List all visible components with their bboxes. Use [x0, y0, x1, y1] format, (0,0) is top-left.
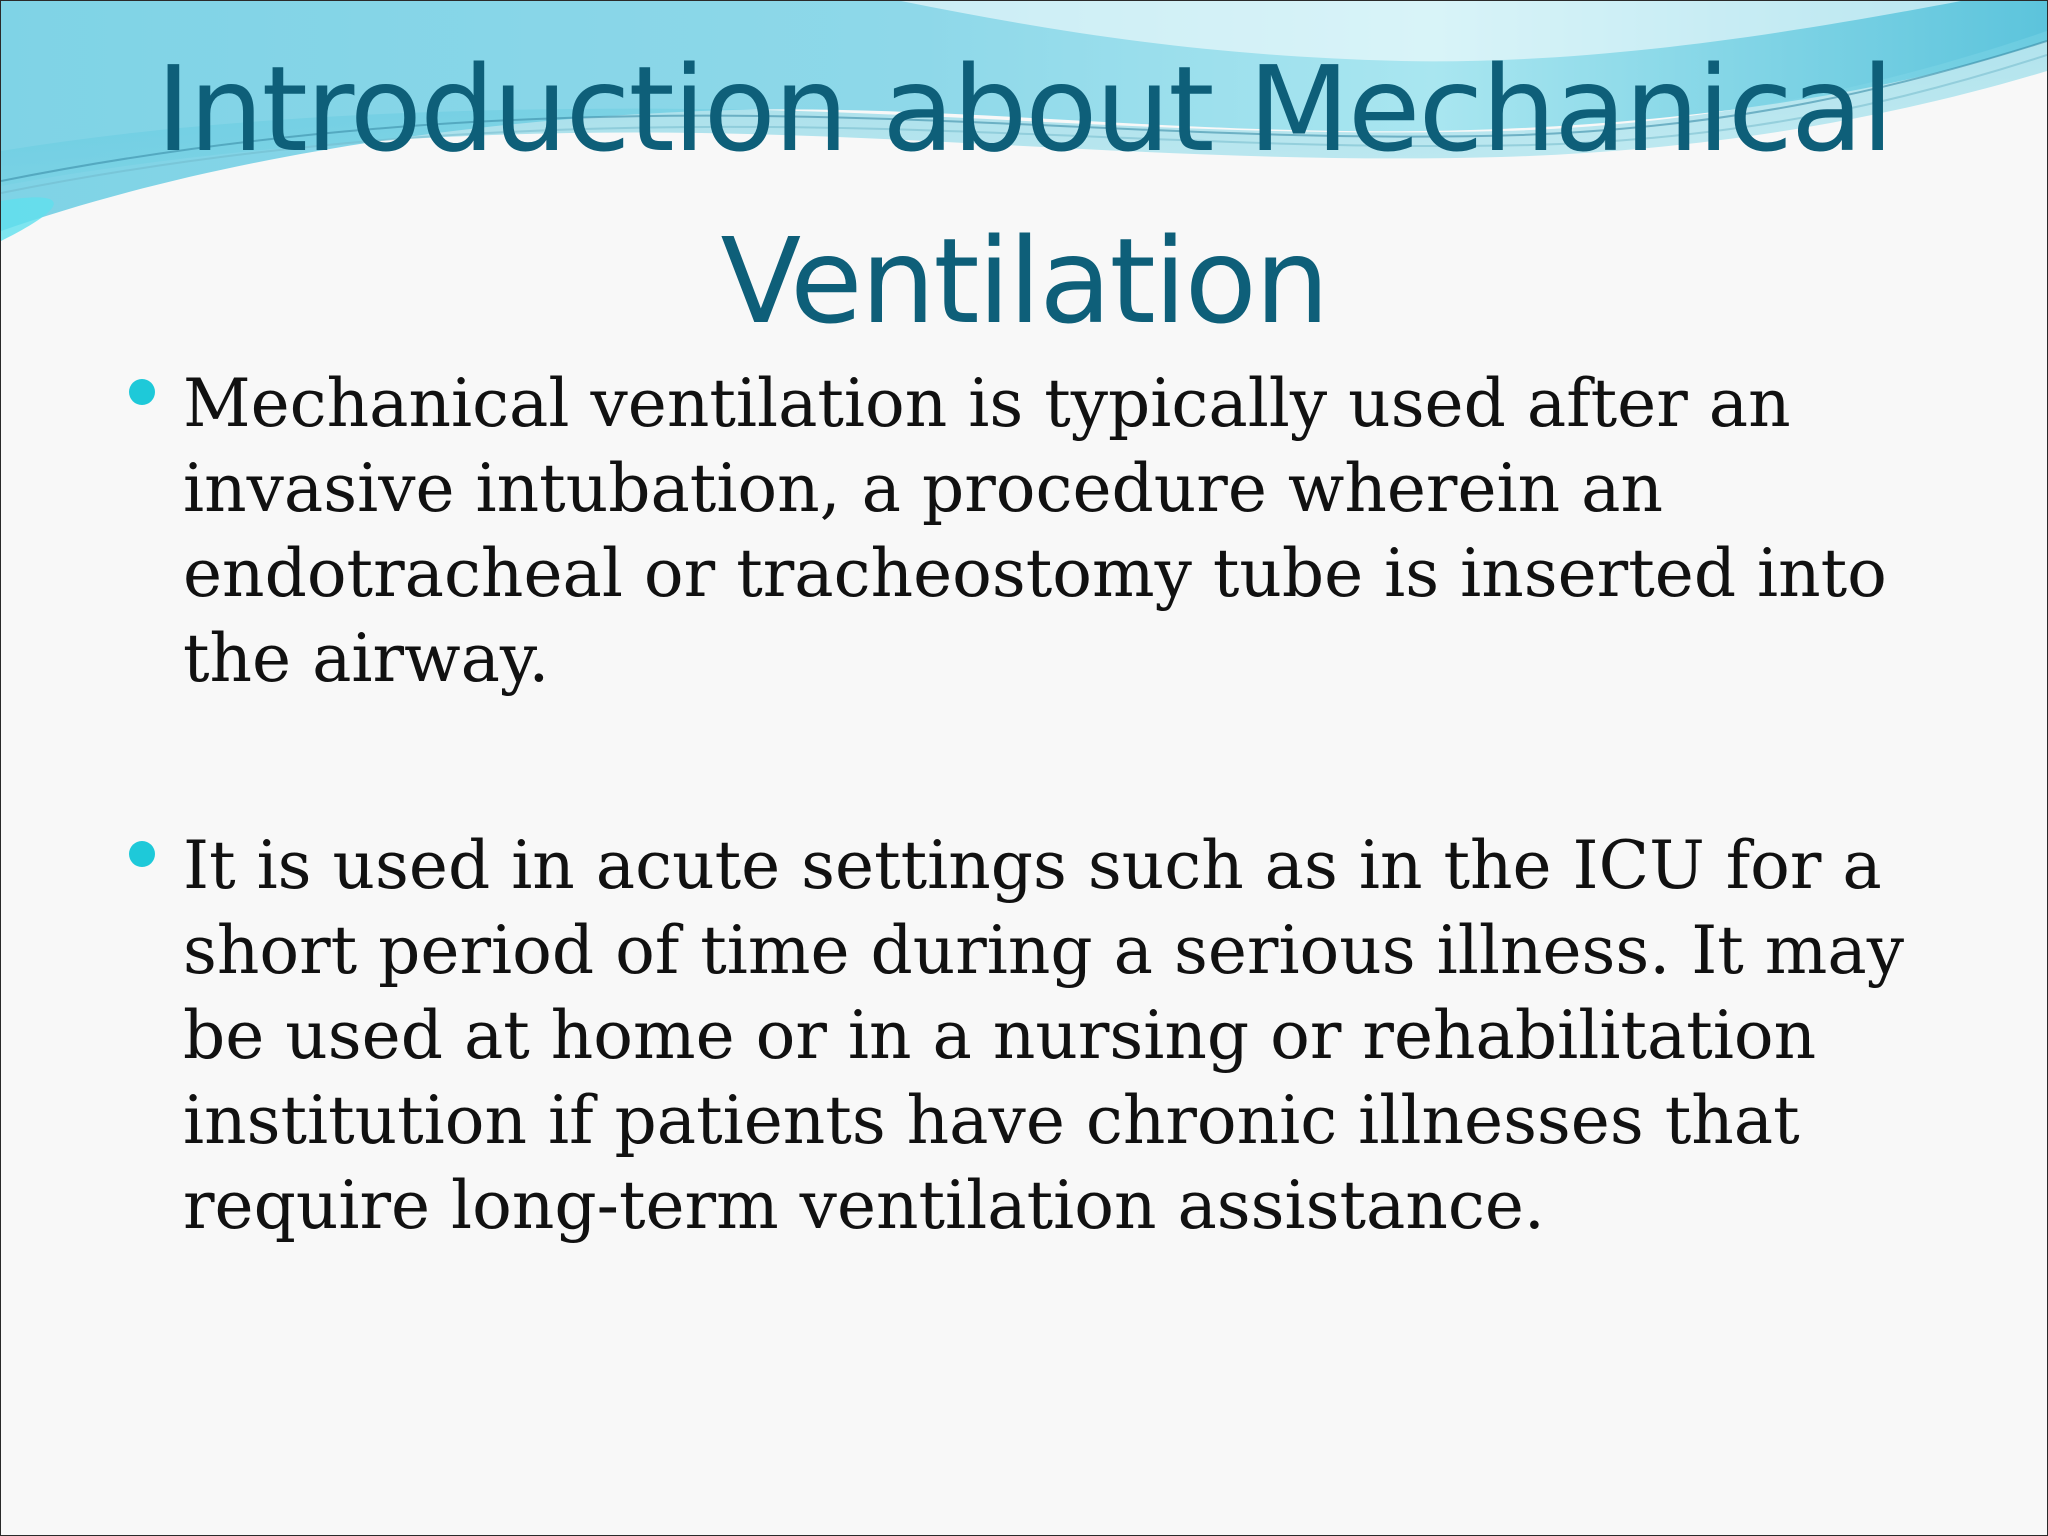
bullet-dot-icon	[129, 379, 155, 405]
bullet-text-line: invasive intubation, a procedure wherein an	[183, 450, 1663, 527]
slide-title	[81, 23, 1967, 367]
slide-title-line: Introduction about Mechanical	[156, 40, 1892, 178]
bullet-item	[125, 361, 1925, 701]
bullet-text-line: institution if patients have chronic illnesses that	[183, 1082, 1800, 1159]
bullet-dot-icon	[129, 841, 155, 867]
bullet-list	[125, 361, 1925, 1248]
bullet-text-line: short period of time during a serious illness. It may	[183, 912, 1905, 989]
bullet-text-line: require long-term ventilation assistance.	[183, 1167, 1545, 1244]
bullet-text-line: be used at home or in a nursing or rehabilitation	[183, 997, 1817, 1074]
slide-title-line: Ventilation	[720, 212, 1328, 350]
bullet-text-line: endotracheal or tracheostomy tube is inserted into	[183, 535, 1887, 612]
bullet-item	[125, 823, 1925, 1248]
bullet-text-line: the airway.	[183, 620, 550, 697]
bullet-text-line: It is used in acute settings such as in the ICU for a	[183, 827, 1882, 904]
bullet-text-line: Mechanical ventilation is typically used after an	[183, 365, 1791, 442]
